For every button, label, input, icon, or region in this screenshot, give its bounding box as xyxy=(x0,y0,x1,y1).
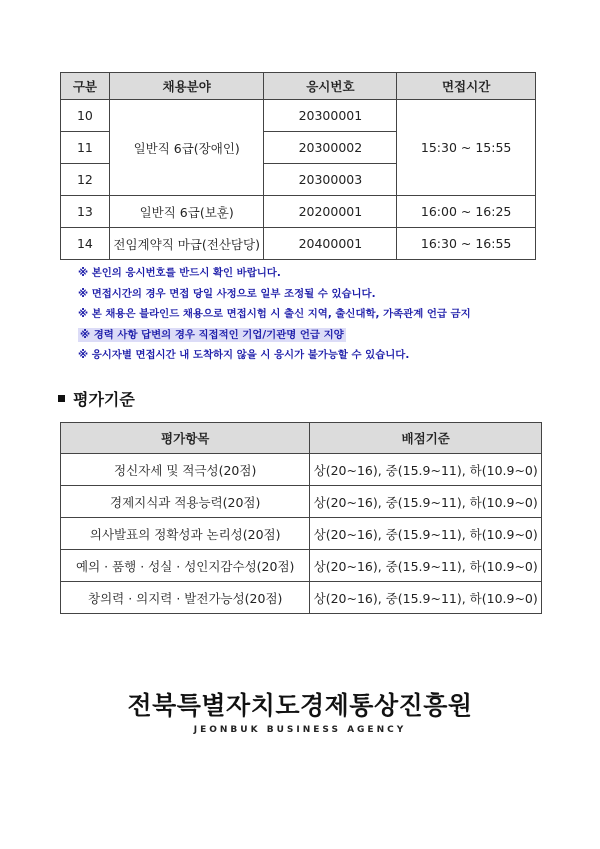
criteria-score: 상(20~16), 중(15.9~11), 하(10.9~0) xyxy=(310,582,542,614)
header-no: 구분 xyxy=(61,73,110,100)
square-bullet-icon xyxy=(58,395,65,402)
section-heading-text: 평가기준 xyxy=(73,390,135,409)
row-id: 20300001 xyxy=(264,100,397,132)
row-field: 일반직 6급(장애인) xyxy=(109,100,264,196)
table-row xyxy=(61,454,542,486)
header-item: 평가항목 xyxy=(61,423,310,454)
criteria-item: 창의력 · 의지력 · 발전가능성(20점) xyxy=(61,582,310,614)
table-header-row xyxy=(61,423,542,454)
row-time: 15:30 ~ 15:55 xyxy=(397,100,536,196)
row-no: 11 xyxy=(61,132,110,164)
table-row xyxy=(61,550,542,582)
criteria-score: 상(20~16), 중(15.9~11), 하(10.9~0) xyxy=(310,454,542,486)
organization-logo xyxy=(0,686,600,735)
header-score: 배점기준 xyxy=(310,423,542,454)
interview-schedule-table xyxy=(60,72,536,260)
criteria-item: 경제지식과 적용능력(20점) xyxy=(61,486,310,518)
notice-item: ※ 본 채용은 블라인드 채용으로 면접시험 시 출신 지역, 출신대학, 가족관계 언급 금지 xyxy=(78,308,471,320)
highlighted-notice: ※ 경력 사항 답변의 경우 직접적인 기업/기관명 언급 지양 xyxy=(80,328,344,341)
section-heading xyxy=(58,387,135,410)
table-row xyxy=(61,228,536,260)
table-header-row xyxy=(61,73,536,100)
notice-item: ※ 응시자별 면접시간 내 도착하지 않을 시 응시가 불가능할 수 있습니다. xyxy=(78,349,410,361)
row-field: 전임계약직 마급(전산담당) xyxy=(109,228,264,260)
header-time: 면접시간 xyxy=(397,73,536,100)
notice-item xyxy=(78,325,471,346)
criteria-item: 의사발표의 정확성과 논리성(20점) xyxy=(61,518,310,550)
notice-list xyxy=(78,263,471,366)
row-no: 12 xyxy=(61,164,110,196)
notice-item: ※ 본인의 응시번호를 반드시 확인 바랍니다. xyxy=(78,267,281,279)
logo-korean-name: 전북특별자치도경제통상진흥원 xyxy=(127,691,473,720)
row-id: 20200001 xyxy=(264,196,397,228)
table-row xyxy=(61,582,542,614)
row-time: 16:00 ~ 16:25 xyxy=(397,196,536,228)
header-id: 응시번호 xyxy=(264,73,397,100)
logo-english-name: JEONBUK BUSINESS AGENCY xyxy=(193,725,407,735)
evaluation-criteria-table xyxy=(60,422,542,614)
table-row xyxy=(61,486,542,518)
row-no: 10 xyxy=(61,100,110,132)
row-no: 14 xyxy=(61,228,110,260)
table-row xyxy=(61,100,536,132)
row-id: 20400001 xyxy=(264,228,397,260)
table-row xyxy=(61,196,536,228)
criteria-item: 예의 · 품행 · 성실 · 성인지감수성(20점) xyxy=(61,550,310,582)
row-time: 16:30 ~ 16:55 xyxy=(397,228,536,260)
criteria-item: 정신자세 및 적극성(20점) xyxy=(61,454,310,486)
criteria-score: 상(20~16), 중(15.9~11), 하(10.9~0) xyxy=(310,518,542,550)
row-no: 13 xyxy=(61,196,110,228)
table-row xyxy=(61,518,542,550)
notice-item: ※ 면접시간의 경우 면접 당일 사정으로 일부 조정될 수 있습니다. xyxy=(78,287,376,300)
row-field: 일반직 6급(보훈) xyxy=(109,196,264,228)
criteria-score: 상(20~16), 중(15.9~11), 하(10.9~0) xyxy=(310,550,542,582)
row-id: 20300003 xyxy=(264,164,397,196)
criteria-score: 상(20~16), 중(15.9~11), 하(10.9~0) xyxy=(310,486,542,518)
row-id: 20300002 xyxy=(264,132,397,164)
header-field: 채용분야 xyxy=(109,73,264,100)
